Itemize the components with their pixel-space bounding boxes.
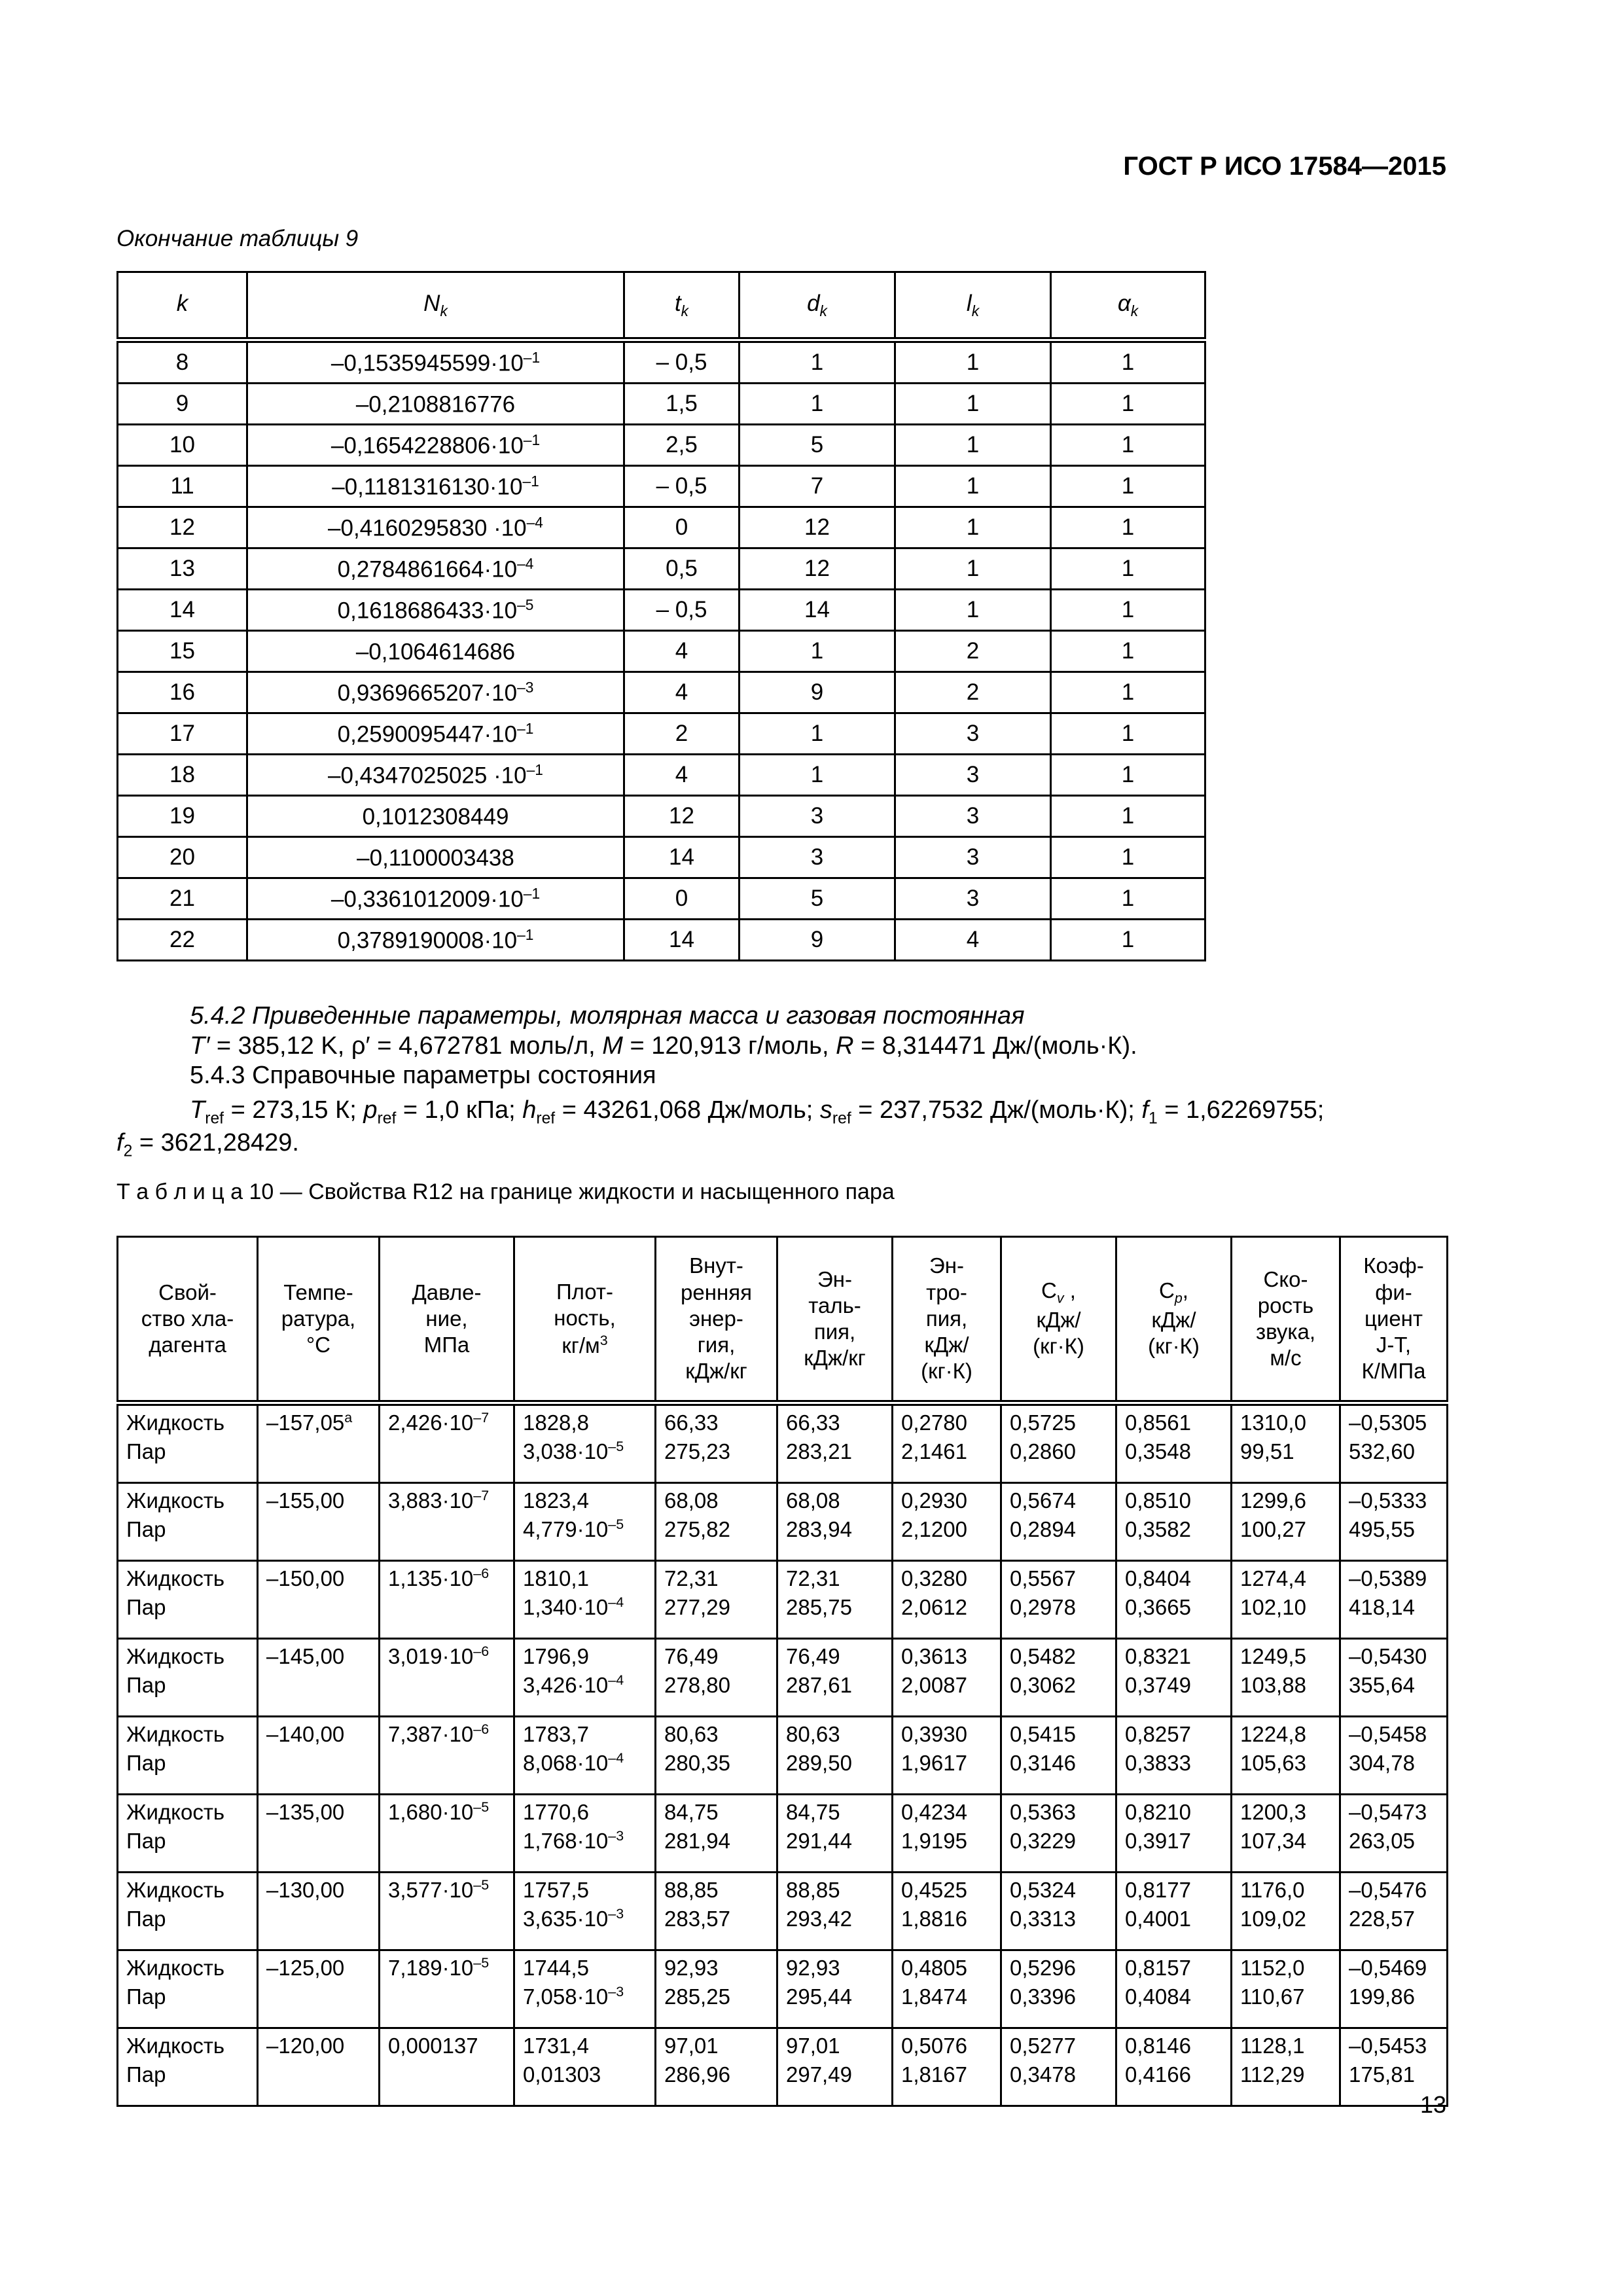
- t-ref-value: = 273,15 К;: [224, 1096, 364, 1124]
- t-prime-value: = 385,12 K,: [209, 1031, 351, 1060]
- table10-cell: –0,5473 263,05: [1340, 1795, 1448, 1873]
- table9-cell: 1: [895, 384, 1051, 425]
- table10-cell: 1731,4 0,01303: [514, 2028, 656, 2106]
- table10-cell: 0,8404 0,3665: [1116, 1561, 1232, 1639]
- table9-row: [118, 425, 1205, 466]
- section-5-4-2-values: [190, 1031, 1137, 1062]
- table10-cell: $2,426\cdot 10^{-7}$: [380, 1403, 514, 1483]
- table9-cell: – 0,5: [624, 466, 740, 507]
- table10-cell: 0,5277 0,3478: [1001, 2028, 1116, 2106]
- table9-cell: 3: [895, 837, 1051, 878]
- table9-cell: 12: [740, 507, 895, 548]
- table10-cell: $7,387\cdot 10^{-6}$: [380, 1717, 514, 1795]
- table10-cell: 0,5725 0,2860: [1001, 1403, 1116, 1483]
- table9-cell: $-0,4160295830 \cdot 10^{-4}$: [247, 507, 624, 548]
- table9-cell: 22: [118, 920, 247, 961]
- table9-cell: 10: [118, 425, 247, 466]
- table10-cell: 92,93 285,25: [656, 1950, 777, 2028]
- table9-cell: $-0,1535945599\cdot 10^{-1}$: [247, 340, 624, 384]
- table10-cell: 0,8157 0,4084: [1116, 1950, 1232, 2028]
- table10-cell: 84,75 281,94: [656, 1795, 777, 1873]
- col-header-cv: $C_v$ , кДж/ (кг·К): [1001, 1237, 1116, 1403]
- table9-cell: 3: [895, 755, 1051, 796]
- col-header-density: Плот- ность, $кг/м^3$: [514, 1237, 656, 1403]
- table9-row: [118, 713, 1205, 755]
- table10-row: [118, 1403, 1448, 1483]
- table10-cell: 1770,6 $1,768\cdot 10^{-3}$: [514, 1795, 656, 1873]
- table9-cell: 14: [118, 590, 247, 631]
- p-ref-value: = 1,0 кПа;: [396, 1096, 523, 1124]
- table10-cell: 0,000137: [380, 2028, 514, 2106]
- col-header-entropy: Эн- тро- пия, кДж/ (кг·К): [893, 1237, 1001, 1403]
- table9-cell: 3: [740, 796, 895, 837]
- table9-cell: 1: [1051, 425, 1205, 466]
- t-ref-symbol: T: [190, 1096, 205, 1124]
- table9-row: [118, 340, 1205, 384]
- rho-prime-symbol: ρ′: [351, 1031, 370, 1060]
- table10-cell: 0,4234 1,9195: [893, 1795, 1001, 1873]
- table9-row: [118, 466, 1205, 507]
- table9-cell: 1: [740, 384, 895, 425]
- table9-cell: 3: [740, 837, 895, 878]
- p-ref-subscript: ref: [377, 1109, 397, 1128]
- table9-cell: $0,9369665207\cdot 10^{-3}$: [247, 672, 624, 713]
- table10-cell: 88,85 283,57: [656, 1873, 777, 1950]
- table10-cell: 1757,5 $3,635\cdot 10^{-3}$: [514, 1873, 656, 1950]
- table10-cell: 1224,8 105,63: [1232, 1717, 1340, 1795]
- table9-cell: 1: [1051, 466, 1205, 507]
- table9-cell: 1: [1051, 672, 1205, 713]
- table10-cell: 68,08 275,82: [656, 1483, 777, 1561]
- table10-cell: Жидкость Пар: [118, 2028, 258, 2106]
- table9-cell: 0: [624, 878, 740, 920]
- table9-row: [118, 878, 1205, 920]
- table9-cell: 1: [1051, 713, 1205, 755]
- table9-cell: 1: [740, 340, 895, 384]
- table9-cell: 0,5: [624, 548, 740, 590]
- col-header-temperature: Темпе- ратура, °С: [258, 1237, 380, 1403]
- table9-cell: 1: [740, 631, 895, 672]
- table10-cell: –0,5389 418,14: [1340, 1561, 1448, 1639]
- table10-cell: 0,5076 1,8167: [893, 2028, 1001, 2106]
- table10-cell: 1249,5 103,88: [1232, 1639, 1340, 1717]
- table9-cell: – 0,5: [624, 590, 740, 631]
- f2-subscript: 2: [123, 1142, 133, 1160]
- table10-cell: 0,3613 2,0087: [893, 1639, 1001, 1717]
- table9-cell: 15: [118, 631, 247, 672]
- table10-cell: 97,01 286,96: [656, 2028, 777, 2106]
- table10-row: [118, 1873, 1448, 1950]
- f1-value: = 1,62269755;: [1157, 1096, 1325, 1124]
- table9-row: [118, 384, 1205, 425]
- table9-cell: 1: [895, 548, 1051, 590]
- table10-cell: Жидкость Пар: [118, 1950, 258, 2028]
- p-ref-symbol: p: [363, 1096, 378, 1124]
- gas-constant-value: = 8,314471 Дж/(моль·К).: [853, 1031, 1137, 1060]
- table9-cell: –0,2108816776: [247, 384, 624, 425]
- table9-cell: 9: [118, 384, 247, 425]
- table9-cell: 17: [118, 713, 247, 755]
- f1-subscript: 1: [1148, 1109, 1158, 1128]
- table10-cell: –157,05$^a$: [258, 1403, 380, 1483]
- table10-cell: –0,5305 532,60: [1340, 1403, 1448, 1483]
- table9-cell: 2: [624, 713, 740, 755]
- table10-cell: 0,3930 1,9617: [893, 1717, 1001, 1795]
- table10-cell: Жидкость Пар: [118, 1483, 258, 1561]
- table10-cell: 1299,6 100,27: [1232, 1483, 1340, 1561]
- table9-body: [118, 340, 1205, 961]
- table9-cell: 14: [624, 837, 740, 878]
- table10-cell: 80,63 289,50: [777, 1717, 893, 1795]
- col-header-speed-of-sound: Ско- рость звука, м/с: [1232, 1237, 1340, 1403]
- table9-row: [118, 837, 1205, 878]
- table10-cell: –0,5476 228,57: [1340, 1873, 1448, 1950]
- table10-cell: 1274,4 102,10: [1232, 1561, 1340, 1639]
- table10-cell: –0,5458 304,78: [1340, 1717, 1448, 1795]
- table9-cell: 1: [1051, 837, 1205, 878]
- table9-cell: 1: [895, 425, 1051, 466]
- table9-row: [118, 507, 1205, 548]
- table9-cell: $-0,4347025025 \cdot 10^{-1}$: [247, 755, 624, 796]
- table9-cell: $0,1618686433\cdot 10^{-5}$: [247, 590, 624, 631]
- table10-cell: 1823,4 $4,779\cdot 10^{-5}$: [514, 1483, 656, 1561]
- table9-cell: –0,1100003438: [247, 837, 624, 878]
- table10-cell: 0,8321 0,3749: [1116, 1639, 1232, 1717]
- s-ref-subscript: ref: [832, 1109, 851, 1128]
- table9-cell: $-0,1654228806\cdot 10^{-1}$: [247, 425, 624, 466]
- table9-cell: 1: [1051, 340, 1205, 384]
- table10-cell: 1128,1 112,29: [1232, 2028, 1340, 2106]
- table10-cell: 72,31 277,29: [656, 1561, 777, 1639]
- table9-cell: 4: [624, 631, 740, 672]
- table10-row: [118, 1483, 1448, 1561]
- table10-cell: 88,85 293,42: [777, 1873, 893, 1950]
- table10-body: [118, 1403, 1448, 2106]
- table9-cell: 4: [624, 755, 740, 796]
- table9-cell: 9: [740, 672, 895, 713]
- table10-row: [118, 1795, 1448, 1873]
- table10-cell: 72,31 285,75: [777, 1561, 893, 1639]
- table9-cell: 7: [740, 466, 895, 507]
- table9-col-header: $l_k$: [895, 272, 1051, 340]
- table9-cell: $0,2784861664\cdot 10^{-4}$: [247, 548, 624, 590]
- table9-cell: 3: [895, 878, 1051, 920]
- table9-col-header: k: [118, 272, 247, 340]
- table10-cell: 80,63 280,35: [656, 1717, 777, 1795]
- table9-cell: 19: [118, 796, 247, 837]
- table10-cell: 0,5567 0,2978: [1001, 1561, 1116, 1639]
- rho-prime-value: = 4,672781 моль/л,: [370, 1031, 603, 1060]
- s-ref-value: = 237,7532 Дж/(моль·К);: [851, 1096, 1142, 1124]
- table9-cell: 0,1012308449: [247, 796, 624, 837]
- table9-cell: 3: [895, 796, 1051, 837]
- table10-cell: 1828,8 $3,038\cdot 10^{-5}$: [514, 1403, 656, 1483]
- table9-cell: 1: [1051, 507, 1205, 548]
- table10-row: [118, 1561, 1448, 1639]
- table10-cell: 0,5296 0,3396: [1001, 1950, 1116, 2028]
- table10-cell: 0,5324 0,3313: [1001, 1873, 1116, 1950]
- table10-cell: Жидкость Пар: [118, 1873, 258, 1950]
- table10-cell: 0,8257 0,3833: [1116, 1717, 1232, 1795]
- table10-cell: 1200,3 107,34: [1232, 1795, 1340, 1873]
- table9-cell: 16: [118, 672, 247, 713]
- table10-cell: 1796,9 $3,426\cdot 10^{-4}$: [514, 1639, 656, 1717]
- table10-cell: 1744,5 $7,058\cdot 10^{-3}$: [514, 1950, 656, 2028]
- col-header-enthalpy: Эн- таль- пия, кДж/кг: [777, 1237, 893, 1403]
- s-ref-symbol: s: [819, 1096, 832, 1124]
- table10-cell: –150,00: [258, 1561, 380, 1639]
- table10-cell: –140,00: [258, 1717, 380, 1795]
- col-header-internal-energy: Внут- ренняя энер- гия, кДж/кг: [656, 1237, 777, 1403]
- table10-cell: 0,4805 1,8474: [893, 1950, 1001, 2028]
- table10-cell: Жидкость Пар: [118, 1403, 258, 1483]
- table9-cell: 21: [118, 878, 247, 920]
- table9-row: [118, 631, 1205, 672]
- table10-cell: –125,00: [258, 1950, 380, 2028]
- f1-symbol: f: [1141, 1096, 1149, 1124]
- table9-cell: $-0,3361012009\cdot 10^{-1}$: [247, 878, 624, 920]
- table10-cell: 76,49 287,61: [777, 1639, 893, 1717]
- table9-col-header: $N_k$: [247, 272, 624, 340]
- table9-cell: 1: [1051, 384, 1205, 425]
- table10-cell: –0,5469 199,86: [1340, 1950, 1448, 2028]
- table9-cell: 4: [895, 920, 1051, 961]
- table10-cell: 1310,0 99,51: [1232, 1403, 1340, 1483]
- table9-row: [118, 548, 1205, 590]
- table10: [116, 1236, 1448, 2107]
- table9-cell: 1: [1051, 755, 1205, 796]
- h-ref-value: = 43261,068 Дж/моль;: [555, 1096, 820, 1124]
- table10-row: [118, 1950, 1448, 2028]
- section-5-4-2: [190, 1001, 1137, 1091]
- table10-cell: Жидкость Пар: [118, 1795, 258, 1873]
- table9-cell: 20: [118, 837, 247, 878]
- table10-cell: 1810,1 $1,340\cdot 10^{-4}$: [514, 1561, 656, 1639]
- table10-cell: $3,577\cdot 10^{-5}$: [380, 1873, 514, 1950]
- table10-cell: 0,5415 0,3146: [1001, 1717, 1116, 1795]
- table9-cell: – 0,5: [624, 340, 740, 384]
- table10-cell: 0,5482 0,3062: [1001, 1639, 1116, 1717]
- table10-cell: 1176,0 109,02: [1232, 1873, 1340, 1950]
- table10-cell: $3,019\cdot 10^{-6}$: [380, 1639, 514, 1717]
- table9-row: [118, 755, 1205, 796]
- table9-cell: 14: [624, 920, 740, 961]
- table10-cell: 0,2780 2,1461: [893, 1403, 1001, 1483]
- table9-cell: 14: [740, 590, 895, 631]
- table10-cell: 97,01 297,49: [777, 2028, 893, 2106]
- table9-cell: 1: [895, 466, 1051, 507]
- table9-caption: Окончание таблицы 9: [116, 226, 359, 251]
- table10-cell: 0,2930 2,1200: [893, 1483, 1001, 1561]
- table9-cell: 2: [895, 631, 1051, 672]
- col-header-state: Свой- ство хла- дагента: [118, 1237, 258, 1403]
- table9-cell: 4: [624, 672, 740, 713]
- table10-cell: Жидкость Пар: [118, 1717, 258, 1795]
- table10-row: [118, 1639, 1448, 1717]
- table9-cell: 5: [740, 878, 895, 920]
- table9-row: [118, 796, 1205, 837]
- table10-cell: 0,8177 0,4001: [1116, 1873, 1232, 1950]
- table9-cell: 9: [740, 920, 895, 961]
- table10-cell: –120,00: [258, 2028, 380, 2106]
- table9-row: [118, 672, 1205, 713]
- table10-cell: –0,5453 175,81: [1340, 2028, 1448, 2106]
- page-number: 13: [1419, 2091, 1446, 2118]
- col-header-joule-thomson: Коэф- фи- циент J-Т, К/МПа: [1340, 1237, 1448, 1403]
- table10-cell: 0,5363 0,3229: [1001, 1795, 1116, 1873]
- table10-cell: –155,00: [258, 1483, 380, 1561]
- table9-cell: 1,5: [624, 384, 740, 425]
- table9-cell: 1: [895, 590, 1051, 631]
- table9-cell: 12: [740, 548, 895, 590]
- table9-cell: 2: [895, 672, 1051, 713]
- table10-cell: 0,3280 2,0612: [893, 1561, 1001, 1639]
- table9-cell: $-0,1181316130\cdot 10^{-1}$: [247, 466, 624, 507]
- table10-cell: 0,8561 0,3548: [1116, 1403, 1232, 1483]
- table9-cell: 2,5: [624, 425, 740, 466]
- table9-cell: 1: [895, 340, 1051, 384]
- table9-cell: 1: [740, 713, 895, 755]
- table10-cell: 0,5674 0,2894: [1001, 1483, 1116, 1561]
- table9-row: [118, 590, 1205, 631]
- table10-cell: 66,33 275,23: [656, 1403, 777, 1483]
- table9-cell: 1: [1051, 878, 1205, 920]
- table10-cell: $3,883\cdot 10^{-7}$: [380, 1483, 514, 1561]
- table10-cell: 68,08 283,94: [777, 1483, 893, 1561]
- gas-constant-symbol: R: [836, 1031, 854, 1060]
- table10-header-row: [118, 1237, 1448, 1403]
- table10-cell: 66,33 283,21: [777, 1403, 893, 1483]
- table10-caption-prefix: Т а б л и ц а: [116, 1179, 243, 1204]
- table10-caption-text: 10 — Свойства R12 на границе жидкости и насыщенного пара: [243, 1179, 895, 1204]
- table10-cell: –130,00: [258, 1873, 380, 1950]
- col-header-cp: $C_p$, кДж/ (кг·К): [1116, 1237, 1232, 1403]
- table9-col-header: $d_k$: [740, 272, 895, 340]
- table10-cell: –145,00: [258, 1639, 380, 1717]
- table9-cell: 1: [1051, 631, 1205, 672]
- col-header-pressure: Давле- ние, МПа: [380, 1237, 514, 1403]
- table10-cell: Жидкость Пар: [118, 1639, 258, 1717]
- table9-row: [118, 920, 1205, 961]
- table10-row: [118, 2028, 1448, 2106]
- document-header: ГОСТ Р ИСО 17584—2015: [1123, 152, 1446, 181]
- h-ref-symbol: h: [522, 1096, 537, 1124]
- molar-mass-symbol: M: [602, 1031, 623, 1060]
- f2-value: = 3621,28429.: [132, 1129, 299, 1157]
- table10-cell: 0,8146 0,4166: [1116, 2028, 1232, 2106]
- table10-cell: 0,8210 0,3917: [1116, 1795, 1232, 1873]
- table10-cell: 1152,0 110,67: [1232, 1950, 1340, 2028]
- table10-cell: –135,00: [258, 1795, 380, 1873]
- table10-cell: $1,135\cdot 10^{-6}$: [380, 1561, 514, 1639]
- table9-cell: 18: [118, 755, 247, 796]
- table9-cell: 8: [118, 340, 247, 384]
- table9-cell: 12: [624, 796, 740, 837]
- table10-cell: Жидкость Пар: [118, 1561, 258, 1639]
- t-ref-subscript: ref: [205, 1109, 224, 1128]
- table10-cell: $7,189\cdot 10^{-5}$: [380, 1950, 514, 2028]
- t-prime-symbol: T′: [190, 1031, 210, 1060]
- table10-cell: –0,5430 355,64: [1340, 1639, 1448, 1717]
- table9-cell: 3: [895, 713, 1051, 755]
- table9-cell: 1: [895, 507, 1051, 548]
- section-5-4-2-heading: 5.4.2 Приведенные параметры, молярная масса и газовая постоянная: [190, 1002, 1025, 1030]
- table9-cell: 0: [624, 507, 740, 548]
- h-ref-subscript: ref: [536, 1109, 556, 1128]
- table9-cell: –0,1064614686: [247, 631, 624, 672]
- table10-cell: $1,680\cdot 10^{-5}$: [380, 1795, 514, 1873]
- table10-cell: 92,93 295,44: [777, 1950, 893, 2028]
- table9-cell: 12: [118, 507, 247, 548]
- molar-mass-value: = 120,913 г/моль,: [622, 1031, 836, 1060]
- table9-cell: $0,2590095447\cdot 10^{-1}$: [247, 713, 624, 755]
- table9-cell: 13: [118, 548, 247, 590]
- table9-cell: 1: [1051, 920, 1205, 961]
- table9-cell: 1: [1051, 796, 1205, 837]
- table10-cell: 76,49 278,80: [656, 1639, 777, 1717]
- table9-cell: 5: [740, 425, 895, 466]
- table9-cell: 1: [740, 755, 895, 796]
- table10-cell: 84,75 291,44: [777, 1795, 893, 1873]
- table9-header-row: [118, 272, 1205, 340]
- table9-col-header: $\alpha_k$: [1051, 272, 1205, 340]
- table9-cell: 11: [118, 466, 247, 507]
- section-5-4-3-values: [116, 1096, 1448, 1161]
- table10-cell: –0,5333 495,55: [1340, 1483, 1448, 1561]
- table9-cell: 1: [1051, 548, 1205, 590]
- table10-cell: 0,4525 1,8816: [893, 1873, 1001, 1950]
- section-5-4-3-heading: 5.4.3 Справочные параметры состояния: [190, 1062, 656, 1090]
- table9-cell: 1: [1051, 590, 1205, 631]
- table9-col-header: $t_k$: [624, 272, 740, 340]
- table10-caption: [116, 1179, 895, 1205]
- f2-symbol: f: [116, 1129, 124, 1157]
- table10-row: [118, 1717, 1448, 1795]
- table10-cell: 1783,7 $8,068\cdot 10^{-4}$: [514, 1717, 656, 1795]
- table9-cell: $0,3789190008\cdot 10^{-1}$: [247, 920, 624, 961]
- table10-cell: 0,8510 0,3582: [1116, 1483, 1232, 1561]
- table9: [116, 271, 1206, 961]
